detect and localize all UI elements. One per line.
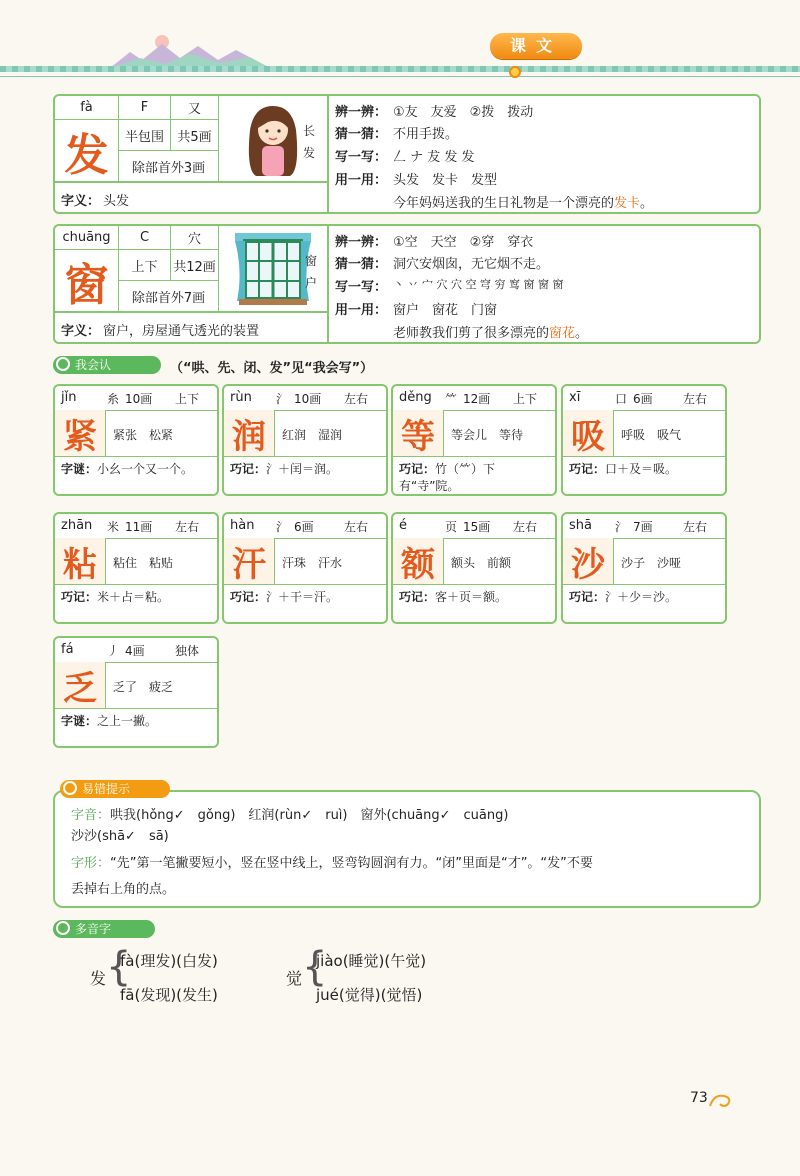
- write-label: 写一写：: [335, 280, 388, 295]
- tip: 巧记：口＋及＝吸。: [569, 462, 678, 476]
- radical: 又: [171, 96, 219, 120]
- radical: 糸: [107, 392, 120, 406]
- stroke-count: 共12画: [171, 250, 219, 281]
- pinyin: rùn: [230, 390, 252, 405]
- window-illustration: [233, 231, 313, 307]
- meaning-label: 字义：: [61, 324, 101, 339]
- structure: 上下: [119, 250, 171, 281]
- use-words: 头发 发卡 发型: [393, 173, 498, 188]
- swirl-icon: [708, 1090, 734, 1110]
- structure: 半包围: [119, 120, 171, 151]
- pinyin: fá: [61, 642, 74, 657]
- write-label: 写一写：: [335, 150, 388, 165]
- stroke-count: 10画: [125, 392, 153, 406]
- pinyin: jǐn: [61, 390, 77, 405]
- pinyin: é: [399, 518, 407, 533]
- header-band: [0, 66, 800, 72]
- tip: 巧记：氵＋闰＝润。: [230, 462, 339, 476]
- mistake-tag-label: 易错提示: [82, 782, 131, 796]
- radical: 页: [445, 520, 458, 534]
- brace-icon: {: [106, 944, 132, 990]
- structure: 左右: [175, 520, 200, 534]
- card-header: [55, 638, 217, 663]
- distinguish-label: 辨一辨：: [335, 105, 388, 120]
- word-list: 汗珠 汗水: [282, 556, 343, 570]
- shape-row-2: 丢掉右上角的点。: [71, 882, 176, 897]
- word-list: 沙子 沙哑: [621, 556, 682, 570]
- use-label: 用一用：: [335, 173, 388, 188]
- char-card: [222, 512, 388, 624]
- char-card: [391, 384, 557, 496]
- mistake-tips-box: [53, 790, 761, 908]
- card-footer: [393, 456, 555, 494]
- picture-area: [219, 96, 329, 182]
- card-footer: [224, 584, 386, 622]
- polyphone-line: fà(理发)(白发): [120, 952, 218, 970]
- structure: 上下: [175, 392, 200, 406]
- structure: 左右: [344, 392, 369, 406]
- main-character: 发: [55, 120, 119, 182]
- card-footer: [55, 456, 217, 494]
- tip: 巧记：米＋占＝粘。: [61, 590, 170, 604]
- char-card: [53, 636, 219, 748]
- card-footer: [55, 584, 217, 622]
- meaning-row: [55, 182, 329, 212]
- sound-row: 字音：哄我(hǒng✓ gǒng) 红润(rùn✓ ruì) 窗外(chuāng✓ cuāng): [71, 808, 509, 823]
- brace-icon: {: [302, 944, 328, 990]
- card-header: [55, 514, 217, 539]
- main-character: 紧: [55, 410, 106, 456]
- polyphone-char: 觉: [286, 969, 303, 988]
- tip: 字谜：之上一撇。: [61, 714, 158, 728]
- main-character: 乏: [55, 662, 106, 708]
- stroke-order: 𠃋 ナ 犮 发 发: [393, 150, 475, 165]
- card-footer: [55, 708, 217, 746]
- meaning-row: [55, 312, 329, 342]
- section-badge: 课文: [490, 33, 582, 59]
- char-card: [561, 512, 727, 624]
- word-list: 红润 湿润: [282, 428, 343, 442]
- shape-row: 字形：“先”第一笔撇要短小，竖在竖中线上，竖弯钩圆润有力。“闭”里面是“才”。“发”不要: [71, 856, 593, 871]
- index-letter: C: [119, 226, 171, 250]
- structure: 左右: [513, 520, 538, 534]
- pinyin: xī: [569, 390, 581, 405]
- char-card: [53, 512, 219, 624]
- riddle-label: 猜一猜：: [335, 127, 388, 142]
- card-header: [393, 514, 555, 539]
- picture-area: [219, 226, 329, 312]
- main-character: 沙: [563, 538, 614, 584]
- radical: 穴: [171, 226, 219, 250]
- stroke-count: 15画: [463, 520, 491, 534]
- word-list: 粘住 粘贴: [113, 556, 174, 570]
- card-header: [55, 386, 217, 411]
- card-header: [224, 514, 386, 539]
- recognize-tag: [53, 356, 161, 374]
- card-header: [563, 386, 725, 411]
- card-header: [563, 514, 725, 539]
- char-card: [391, 512, 557, 624]
- badge-dot: [509, 66, 521, 78]
- stroke-count: 10画: [294, 392, 322, 406]
- main-character: 窗: [55, 250, 119, 312]
- main-character: 粘: [55, 538, 106, 584]
- radical-note: 除部首外7画: [119, 281, 219, 312]
- tip: 巧记：竹（⺮）下有“寺”院。: [399, 462, 496, 493]
- main-character: 润: [224, 410, 275, 456]
- spiral-icon: [56, 357, 70, 371]
- distinguish-text: ①空 天空 ②穿 穿衣: [393, 235, 534, 250]
- page-number: 73: [690, 1090, 708, 1106]
- sound-row-2: 沙沙(shā✓ sā): [71, 829, 169, 844]
- stroke-count: 6画: [294, 520, 314, 534]
- word-list: 额头 前额: [451, 556, 512, 570]
- recognize-note: （“哄、先、闭、发”见“我会写”）: [170, 361, 374, 376]
- pinyin: chuāng: [55, 226, 119, 250]
- index-letter: F: [119, 96, 171, 120]
- main-character: 额: [393, 538, 444, 584]
- main-character: 汗: [224, 538, 275, 584]
- card-footer: [563, 584, 725, 622]
- radical: 氵: [615, 520, 628, 534]
- stroke-order: 丶 丷 宀 穴 穴 空 穹 穷 窎 窗 窗 窗: [393, 278, 564, 291]
- char-card: [561, 384, 727, 496]
- tip: 字谜：小幺一个又一个。: [61, 462, 194, 476]
- word-list: 紧张 松紧: [113, 428, 174, 442]
- card-header: [224, 386, 386, 411]
- riddle-label: 猜一猜：: [335, 257, 388, 272]
- radical: 氵: [276, 520, 289, 534]
- main-character: 等: [393, 410, 444, 456]
- word-list: 等会儿 等待: [451, 428, 524, 442]
- structure: 上下: [513, 392, 538, 406]
- pinyin: fà: [55, 96, 119, 120]
- header-line: [0, 76, 800, 77]
- riddle-text: 洞穴安烟囱，无它烟不走。: [393, 257, 550, 272]
- polyphone-tag-label: 多音字: [75, 922, 112, 936]
- example-sentence: 今年妈妈送我的生日礼物是一个漂亮的发卡。: [393, 196, 654, 211]
- structure: 独体: [175, 644, 200, 658]
- card-header: [393, 386, 555, 411]
- radical: 丿: [107, 644, 120, 658]
- spiral-icon: [56, 921, 70, 935]
- polyphone-line: jué(觉得)(觉悟): [316, 986, 423, 1004]
- mistake-tag: [60, 780, 170, 798]
- tip: 巧记：客＋页＝额。: [399, 590, 508, 604]
- recognize-tag-label: 我会认: [75, 358, 112, 372]
- picture-caption: 窗户: [305, 254, 318, 290]
- radical: 米: [107, 520, 120, 534]
- mountain-decoration: [110, 30, 270, 68]
- pinyin: zhān: [61, 518, 93, 533]
- stroke-count: 6画: [633, 392, 653, 406]
- use-words: 窗户 窗花 门窗: [393, 303, 498, 318]
- card-footer: [393, 584, 555, 622]
- main-character: 吸: [563, 410, 614, 456]
- tip: 巧记：氵＋少＝沙。: [569, 590, 678, 604]
- alert-icon: [63, 781, 77, 795]
- stroke-count: 7画: [633, 520, 653, 534]
- radical: ⺮: [445, 392, 458, 406]
- distinguish-label: 辨一辨：: [335, 235, 388, 250]
- distinguish-text: ①友 友爱 ②拨 拨动: [393, 105, 534, 120]
- tip: 巧记：氵＋干＝汗。: [230, 590, 339, 604]
- radical: 口: [615, 392, 628, 406]
- polyphone-char: 发: [90, 969, 107, 988]
- char-card: [222, 384, 388, 496]
- polyphone-tag: [53, 920, 155, 938]
- char-card: [53, 384, 219, 496]
- meaning-text: 窗户，房屋通气透光的装置: [103, 324, 260, 339]
- structure: 左右: [344, 520, 369, 534]
- stroke-count: 12画: [463, 392, 491, 406]
- card-footer: [224, 456, 386, 494]
- pinyin: děng: [399, 390, 432, 405]
- radical: 氵: [276, 392, 289, 406]
- girl-illustration: [242, 100, 304, 178]
- meaning-text: 头发: [103, 194, 130, 209]
- lesson-card-fa: [53, 94, 761, 214]
- structure: 左右: [683, 520, 708, 534]
- stroke-count: 11画: [125, 520, 153, 534]
- card-footer: [563, 456, 725, 494]
- example-sentence: 老师教我们剪了很多漂亮的窗花。: [393, 326, 589, 341]
- word-list: 呼吸 吸气: [621, 428, 682, 442]
- lesson-card-chuang: [53, 224, 761, 344]
- meaning-label: 字义：: [61, 194, 101, 209]
- picture-caption: 长发: [303, 124, 316, 160]
- stroke-count: 共5画: [171, 120, 219, 151]
- radical-note: 除部首外3画: [119, 151, 219, 182]
- polyphone-line: fā(发现)(发生): [120, 986, 218, 1004]
- word-list: 乏了 疲乏: [113, 680, 174, 694]
- structure: 左右: [683, 392, 708, 406]
- pinyin: shā: [569, 518, 592, 533]
- stroke-count: 4画: [125, 644, 145, 658]
- polyphone-line: jiào(睡觉)(午觉): [316, 952, 427, 970]
- riddle-text: 不用手拨。: [393, 127, 459, 142]
- pinyin: hàn: [230, 518, 255, 533]
- use-label: 用一用：: [335, 303, 388, 318]
